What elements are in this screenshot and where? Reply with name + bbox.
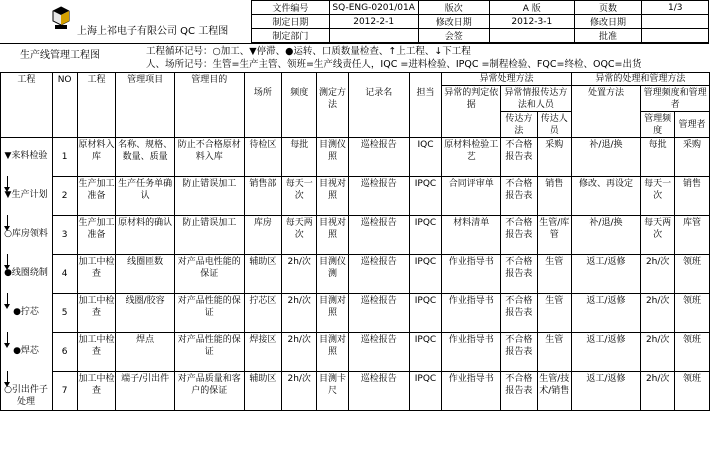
row-owner: IPQC	[409, 372, 442, 411]
row-purpose: 防止错误加工	[175, 216, 245, 255]
row-report-person: 生管	[537, 294, 571, 333]
col-mgmt-group: 管理频度和管理者	[641, 86, 710, 112]
pages-value: 1/3	[642, 1, 709, 15]
col-handling-method: 处置方法	[571, 86, 641, 138]
row-freq: 2h/次	[282, 255, 317, 294]
flow-node: ○引出件子处理	[4, 385, 48, 407]
doc-no-label: 文件编号	[252, 1, 330, 15]
row-method: 目测对照	[317, 294, 349, 333]
col-step: 工程	[77, 73, 116, 138]
legend	[146, 45, 642, 71]
row-mgmt-person: 领班	[675, 372, 710, 411]
divider	[0, 43, 709, 44]
col-handling-group: 异常的处理和管理方法	[571, 73, 709, 86]
row-mgmt-freq: 2h/次	[641, 255, 675, 294]
row-place: 待检区	[244, 138, 282, 177]
row-record: 巡检报告	[348, 216, 409, 255]
table-row	[1, 333, 710, 372]
col-mgmt-person: 管理者	[675, 112, 710, 138]
row-owner: IPQC	[409, 177, 442, 216]
dept-value	[329, 29, 418, 43]
row-mgmt-freq: 2h/次	[641, 333, 675, 372]
row-report-person: 采购	[537, 138, 571, 177]
row-report-method: 不合格报告表	[501, 255, 538, 294]
row-mgmt-freq: 2h/次	[641, 372, 675, 411]
row-no: 4	[52, 255, 77, 294]
row-owner: IPQC	[409, 216, 442, 255]
row-step: 原材料入库	[77, 138, 116, 177]
row-item: 焊点	[116, 333, 175, 372]
table-row	[1, 372, 710, 411]
col-report-group: 异常情报传达方法和人员	[501, 86, 572, 112]
row-record: 巡检报告	[348, 333, 409, 372]
row-mgmt-person: 领班	[675, 294, 710, 333]
row-step: 生产加工准备	[77, 177, 116, 216]
row-handle: 返工/返修	[571, 372, 641, 411]
row-step: 加工中检查	[77, 372, 116, 411]
row-method: 目测仪照	[317, 138, 349, 177]
row-mgmt-freq: 每天两次	[641, 216, 675, 255]
meta-table	[251, 0, 709, 43]
row-report-method: 不合格报告表	[501, 333, 538, 372]
row-owner: IQC	[409, 138, 442, 177]
row-item: 线圈匝数	[116, 255, 175, 294]
row-handle: 返工/返修	[571, 255, 641, 294]
flow-node: ●焊芯	[13, 346, 39, 356]
row-judge: 作业指导书	[442, 294, 501, 333]
row-mgmt-person: 领班	[675, 333, 710, 372]
row-mgmt-person: 领班	[675, 255, 710, 294]
legend-line-2: 人、场所记号：生管=生产主管、领班=生产线责任人，IQC =进料检验、IPQC =制程检验、FQC=终检、OQC=出货	[146, 59, 642, 70]
table-row	[1, 138, 710, 177]
row-mgmt-person: 库管	[675, 216, 710, 255]
col-place: 场所	[244, 73, 282, 138]
flow-node: ▼来料检验	[4, 151, 48, 161]
row-purpose: 对产品性能的保证	[175, 333, 245, 372]
row-judge: 原材料检验工艺	[442, 138, 501, 177]
row-item: 生产任务单确认	[116, 177, 175, 216]
row-no: 7	[52, 372, 77, 411]
row-mgmt-freq: 每天一次	[641, 177, 675, 216]
col-judge-basis: 异常的判定依据	[442, 86, 501, 138]
col-mgmt-freq: 管理频度	[641, 112, 675, 138]
row-item: 名称、规格、数量、质量	[116, 138, 175, 177]
row-judge: 材料清单	[442, 216, 501, 255]
row-method: 目测仪测	[317, 255, 349, 294]
row-report-person: 生管/技术/销售	[537, 372, 571, 411]
row-place: 库房	[244, 216, 282, 255]
row-place: 焊接区	[244, 333, 282, 372]
table-row	[1, 216, 710, 255]
row-mgmt-person: 销售	[675, 177, 710, 216]
row-handle: 修改、再设定	[571, 177, 641, 216]
revise-date-label: 修改日期	[418, 15, 489, 29]
table-row	[1, 177, 710, 216]
pages-label: 页数	[574, 1, 642, 15]
dept-label: 制定部门	[252, 29, 330, 43]
company-title: 上海上祁电子有限公司 QC 工程图	[77, 26, 229, 37]
row-freq: 2h/次	[282, 294, 317, 333]
row-report-method: 不合格报告表	[501, 177, 538, 216]
row-freq: 每批	[282, 138, 317, 177]
col-purpose: 管理目的	[175, 73, 245, 138]
table-row	[1, 255, 710, 294]
row-place: 辅助区	[244, 255, 282, 294]
row-record: 巡检报告	[348, 255, 409, 294]
col-abnormal: 异常处理方法	[442, 73, 571, 86]
row-step: 生产加工准备	[77, 216, 116, 255]
row-record: 巡检报告	[348, 294, 409, 333]
legend-line-1: 工程循环记号：○加工、▼停滞、●运转、口质数量检查、↑上工程、↓下工程	[146, 46, 471, 57]
sheet-subtitle: 生产线管理工程图	[20, 50, 100, 61]
row-report-person: 销售	[537, 177, 571, 216]
row-purpose: 对产品质量和客户的保证	[175, 372, 245, 411]
row-step: 加工中检查	[77, 294, 116, 333]
row-mgmt-freq: 每批	[641, 138, 675, 177]
row-freq: 每天一次	[282, 177, 317, 216]
row-freq: 每天两次	[282, 216, 317, 255]
flow-node: ●拧芯	[13, 307, 39, 317]
row-report-person: 生管	[537, 333, 571, 372]
company-logo-icon	[52, 6, 70, 30]
row-place: 辅助区	[244, 372, 282, 411]
row-mgmt-freq: 2h/次	[641, 294, 675, 333]
row-handle: 补/退/换	[571, 216, 641, 255]
row-mgmt-person: 采购	[675, 138, 710, 177]
revise-date-value: 2012-3-1	[490, 15, 575, 29]
col-method: 测定方法	[317, 73, 349, 138]
row-method: 目视对照	[317, 177, 349, 216]
col-freq: 频度	[282, 73, 317, 138]
row-place: 销售部	[244, 177, 282, 216]
row-purpose: 防止不合格原材料入库	[175, 138, 245, 177]
col-process: 工程	[1, 73, 53, 138]
row-report-method: 不合格报告表	[501, 216, 538, 255]
row-record: 巡检报告	[348, 138, 409, 177]
qc-process-table	[0, 72, 710, 411]
flow-node: ●线圈绕制	[4, 268, 48, 278]
flow-node: ▼生产计划	[4, 190, 48, 200]
row-handle: 补/退/换	[571, 138, 641, 177]
row-report-person: 生管/库管	[537, 216, 571, 255]
row-method: 目视对照	[317, 216, 349, 255]
row-step: 加工中检查	[77, 333, 116, 372]
col-owner: 担当	[409, 73, 442, 138]
row-judge: 作业指导书	[442, 255, 501, 294]
row-judge: 合同评审单	[442, 177, 501, 216]
row-method: 目测对照	[317, 333, 349, 372]
row-handle: 返工/返修	[571, 294, 641, 333]
flow-node: ○库房领料	[4, 229, 48, 239]
made-date-value: 2012-2-1	[329, 15, 418, 29]
row-judge: 作业指导书	[442, 333, 501, 372]
version-value: A 版	[490, 1, 575, 15]
revise-date-value-2	[642, 15, 709, 29]
row-no: 2	[52, 177, 77, 216]
row-record: 巡检报告	[348, 372, 409, 411]
row-record: 巡检报告	[348, 177, 409, 216]
col-record: 记录名	[348, 73, 409, 138]
row-method: 目测卡尺	[317, 372, 349, 411]
row-no: 3	[52, 216, 77, 255]
col-item: 管理项目	[116, 73, 175, 138]
row-place: 拧芯区	[244, 294, 282, 333]
approve-value	[642, 29, 709, 43]
row-judge: 作业指导书	[442, 372, 501, 411]
approve-label: 批准	[574, 29, 642, 43]
made-date-label: 制定日期	[252, 15, 330, 29]
row-purpose: 对产品性能的保证	[175, 294, 245, 333]
row-owner: IPQC	[409, 255, 442, 294]
row-item: 端子/引出件	[116, 372, 175, 411]
col-report-person: 传达人员	[537, 112, 571, 138]
row-purpose: 防止错误加工	[175, 177, 245, 216]
row-report-method: 不合格报告表	[501, 138, 538, 177]
row-report-method: 不合格报告表	[501, 372, 538, 411]
row-item: 线圈/胶容	[116, 294, 175, 333]
countersign-label: 会签	[418, 29, 489, 43]
col-report-method: 传达方法	[501, 112, 538, 138]
row-no: 1	[52, 138, 77, 177]
row-owner: IPQC	[409, 294, 442, 333]
revise-date-label-2: 修改日期	[574, 15, 642, 29]
row-no: 5	[52, 294, 77, 333]
document-header	[0, 0, 709, 43]
col-no: NO	[52, 73, 77, 138]
row-step: 加工中检查	[77, 255, 116, 294]
row-purpose: 对产品电性能的保证	[175, 255, 245, 294]
row-report-person: 生管	[537, 255, 571, 294]
row-no: 6	[52, 333, 77, 372]
doc-no-value: SQ-ENG-0201/01A	[329, 1, 418, 15]
countersign-value	[490, 29, 575, 43]
row-report-method: 不合格报告表	[501, 294, 538, 333]
row-freq: 2h/次	[282, 372, 317, 411]
version-label: 版次	[418, 1, 489, 15]
row-owner: IPQC	[409, 333, 442, 372]
row-freq: 2h/次	[282, 333, 317, 372]
row-handle: 返工/返修	[571, 333, 641, 372]
row-item: 原材料的确认	[116, 216, 175, 255]
table-row	[1, 294, 710, 333]
